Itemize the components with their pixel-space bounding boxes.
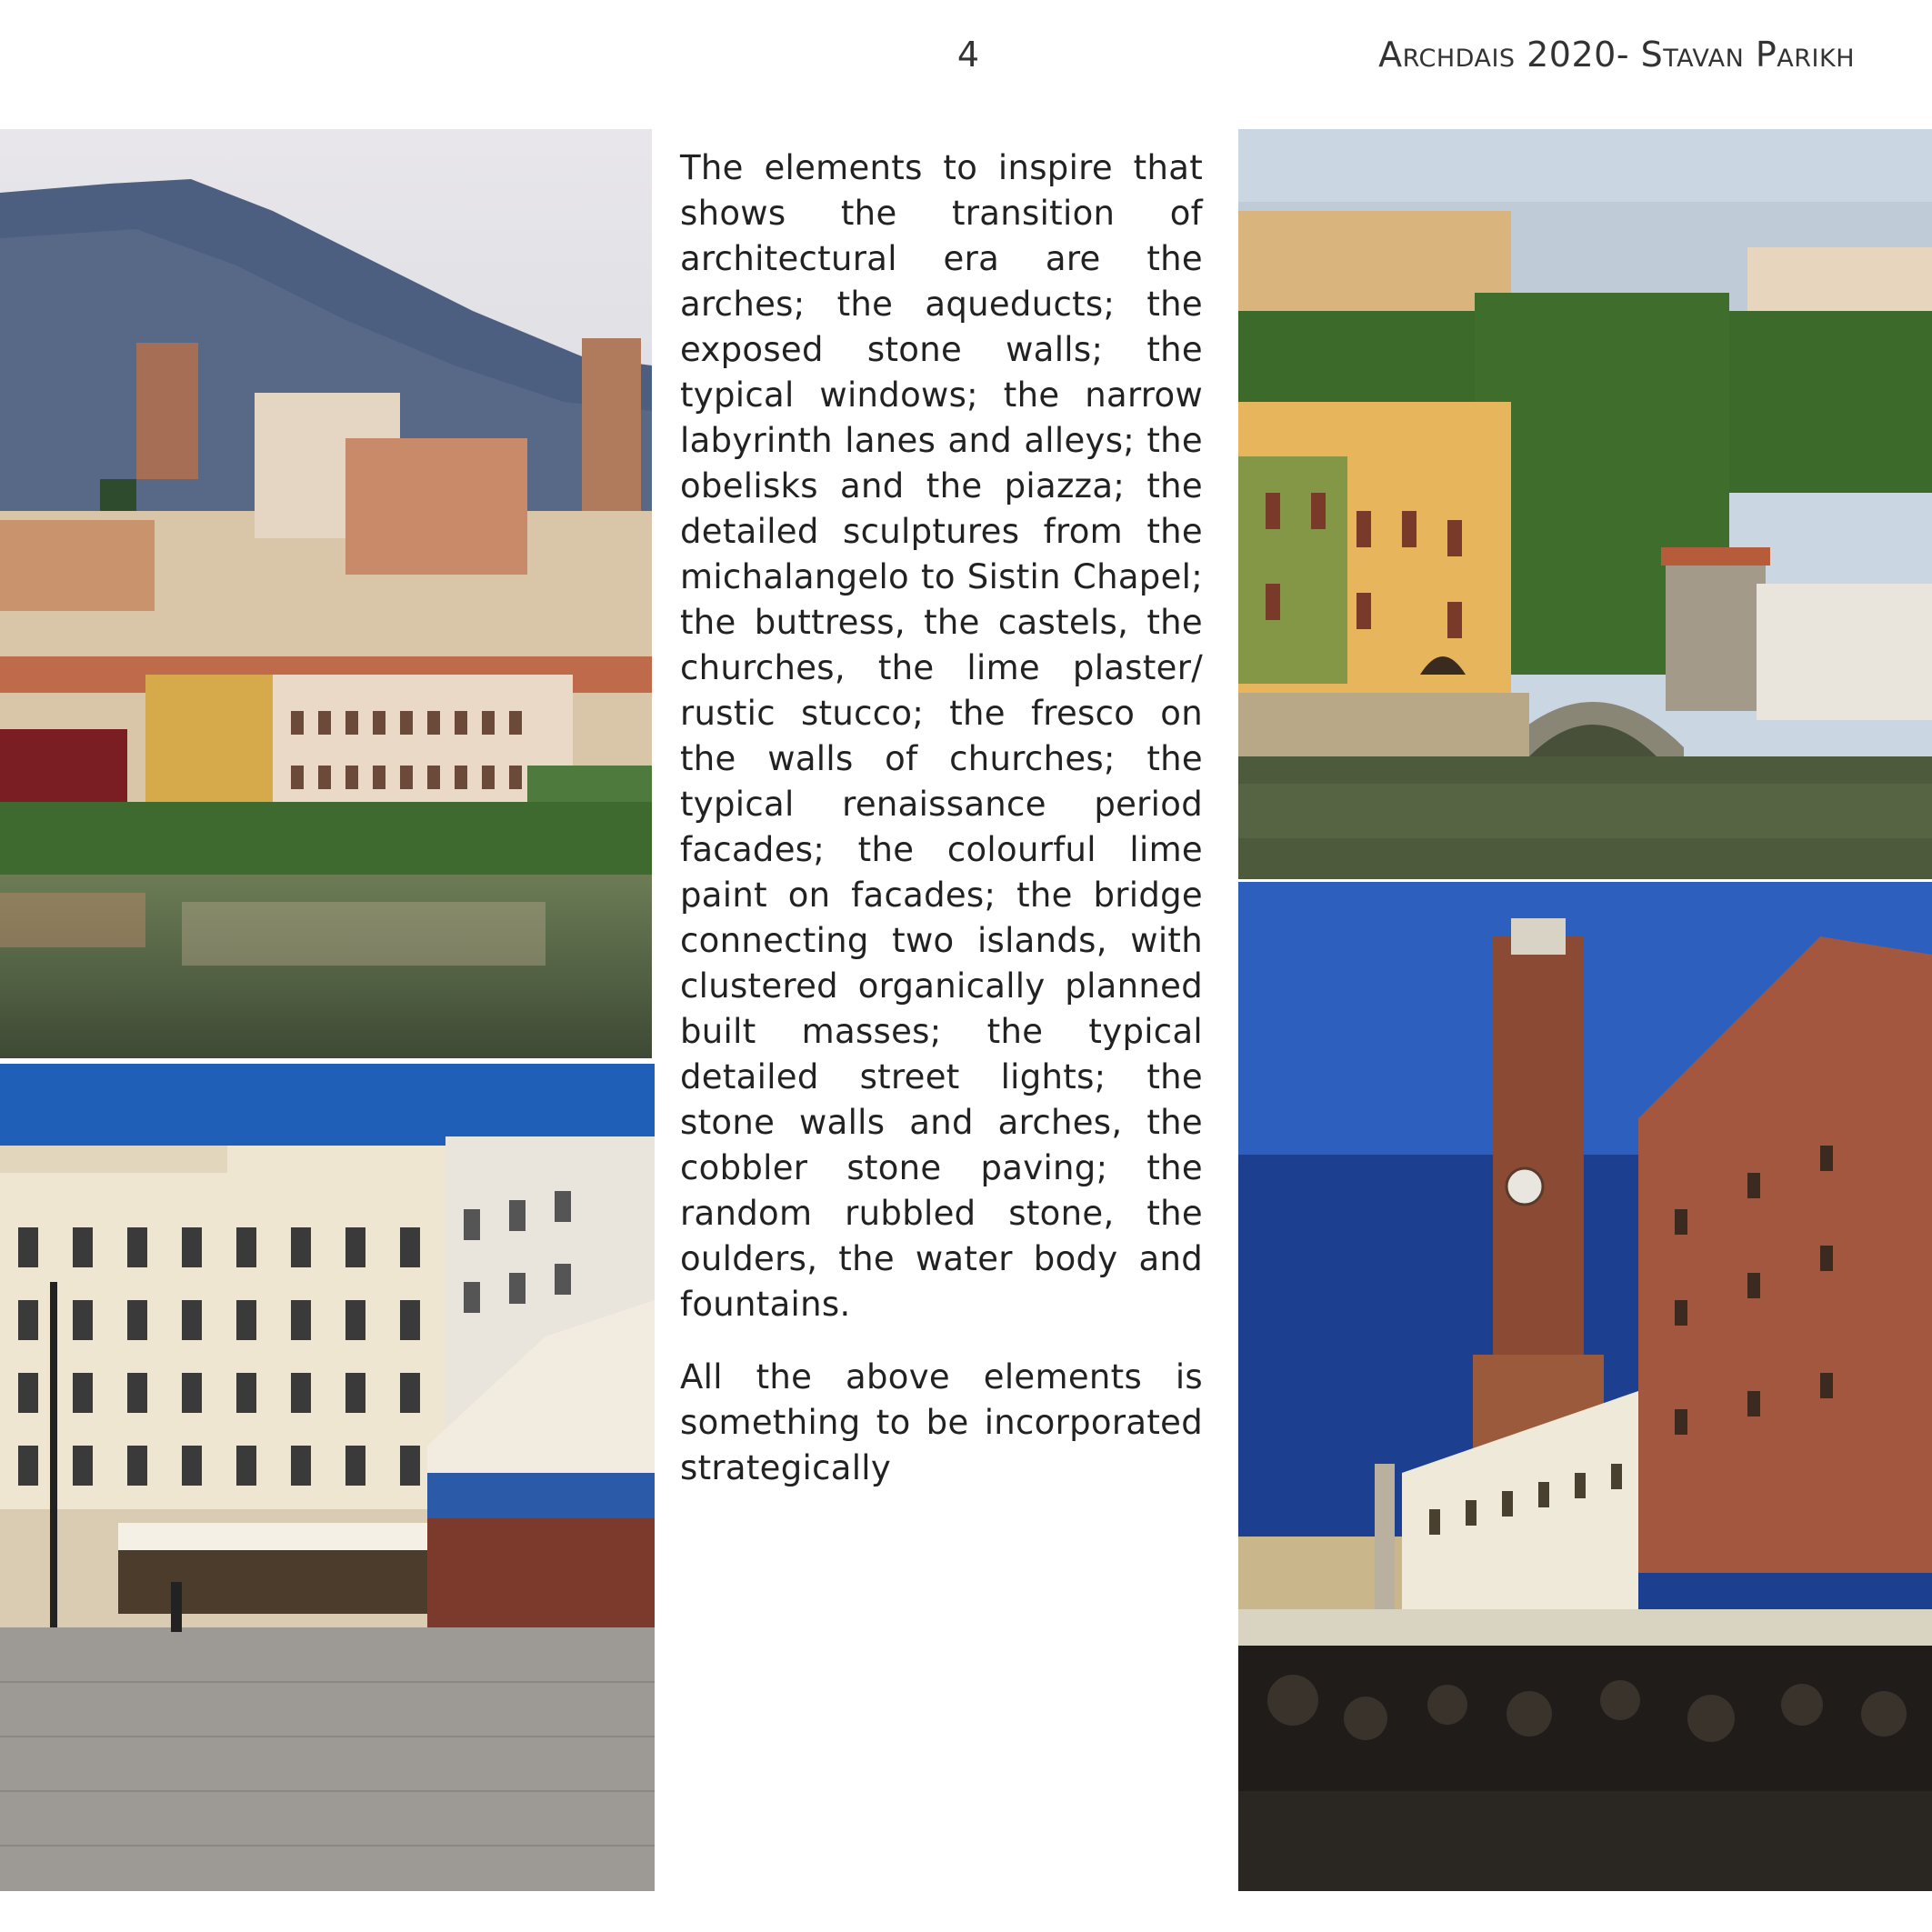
photo-piazza-carousel [0, 1064, 655, 1891]
body-paragraph-elements: The elements to inspire that shows the transition of architectural era are the arches; the aqueducts; the exposed stone walls; the typical windows; the narrow labyrinth lanes and alleys; the obelisks and the piazza; the detailed sculptures from the michalangelo to Sistin Chapel; the buttress, the castels, the churches, the lime plaster/ rustic stucco; the fresco on the walls of churches; the typical renaissance period facades; the colourful lime paint on facades; the bridge connecting two islands, with clustered organically planned built masses; the typical detailed street lights; the stone walls and arches, the cobbler stone paving; the random rubbled stone, the oulders, the water body and fountains. [680, 148, 1203, 1324]
photo-hillside-town [0, 129, 652, 1058]
page-number: 4 [956, 35, 980, 75]
body-text [680, 145, 1203, 1518]
photo-clock-tower-square [1238, 882, 1932, 1891]
running-header-title: Archdais 2020- Stavan Parikh [1378, 35, 1855, 75]
body-paragraph-conclusion: All the above elements is something to be incorporated strategically [680, 1357, 1203, 1487]
photo-lakeside-village [1238, 129, 1932, 879]
